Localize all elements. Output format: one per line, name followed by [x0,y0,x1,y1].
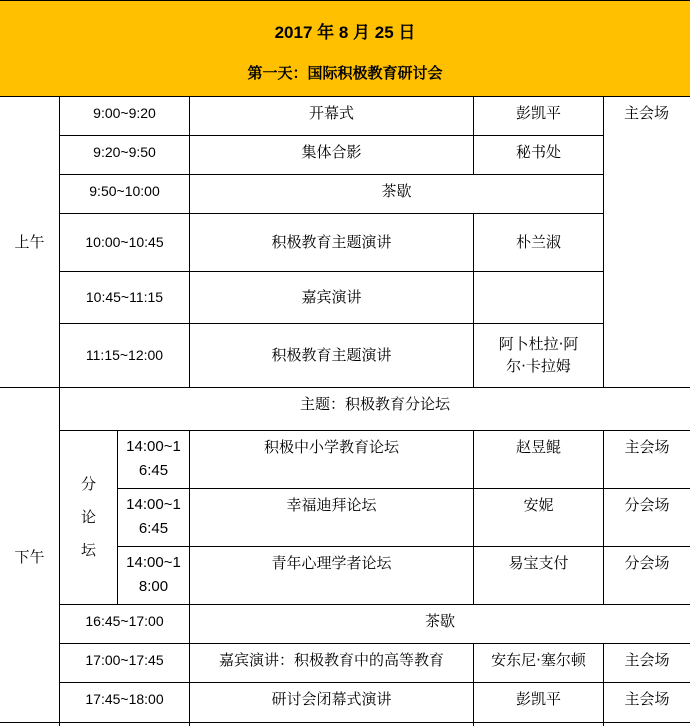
time-cell: 10:45~11:15 [59,271,190,324]
venue-cell: 主会场 [603,682,690,726]
speaker-cell: 易宝支付 [473,546,604,605]
time-cell: 11:15~12:00 [59,323,190,388]
schedule-header [0,0,690,97]
venue-cell: 分会场 [603,546,690,605]
event-cell: 积极教育主题演讲 [189,213,474,272]
forum-label-char: 论 [80,507,96,526]
time-cell: 17:00~17:45 [59,643,190,683]
time-line: 14:00~1 [126,496,181,513]
forum-label [59,430,118,605]
venue-cell: 主会场 [603,96,690,388]
period-morning: 上午 [0,96,60,388]
time-cell [117,488,190,547]
time-cell [117,546,190,605]
table-bottom-rule [0,722,690,723]
time-line: 14:00~1 [126,438,181,455]
forum-label-char: 分 [80,474,96,493]
period-afternoon: 下午 [0,387,60,726]
event-cell: 嘉宾演讲 [189,271,474,324]
time-cell: 9:50~10:00 [59,174,190,214]
speaker-cell: 彭凯平 [473,96,604,136]
time-cell [117,430,190,489]
forum-label-char: 坛 [80,540,96,559]
speaker-cell: 彭凯平 [473,682,604,726]
event-cell: 开幕式 [189,96,474,136]
event-cell: 积极教育主题演讲 [189,323,474,388]
time-cell: 9:20~9:50 [59,135,190,175]
event-cell: 茶歇 [189,604,690,644]
venue-cell: 主会场 [603,430,690,489]
schedule-date: 2017 年 8 月 25 日 [274,23,416,42]
event-cell: 积极中小学教育论坛 [189,430,474,489]
time-cell: 16:45~17:00 [59,604,190,644]
event-cell: 研讨会闭幕式演讲 [189,682,474,726]
time-cell: 17:45~18:00 [59,682,190,726]
schedule-subtitle: 第一天：国际积极教育研讨会 [247,64,443,82]
time-line: 6:45 [138,462,169,479]
event-cell: 嘉宾演讲：积极教育中的高等教育 [189,643,474,683]
venue-cell: 主会场 [603,643,690,683]
event-cell: 幸福迪拜论坛 [189,488,474,547]
event-cell: 茶歇 [189,174,604,214]
time-line: 14:00~1 [126,554,181,571]
time-line: 6:45 [138,520,169,537]
speaker-line: 阿卜杜拉·阿 [498,335,579,353]
speaker-line: 尔·卡拉姆 [506,357,571,375]
speaker-cell [473,323,604,388]
speaker-cell: 赵昱鲲 [473,430,604,489]
time-line: 8:00 [138,578,169,595]
venue-cell: 分会场 [603,488,690,547]
time-cell: 10:00~10:45 [59,213,190,272]
speaker-cell [473,271,604,324]
event-cell: 青年心理学者论坛 [189,546,474,605]
speaker-cell: 安东尼·塞尔顿 [473,643,604,683]
theme-cell: 主题：积极教育分论坛 [59,387,690,431]
event-cell: 集体合影 [189,135,474,175]
speaker-cell: 朴兰淑 [473,213,604,272]
time-cell: 9:00~9:20 [59,96,190,136]
speaker-cell: 秘书处 [473,135,604,175]
speaker-cell: 安妮 [473,488,604,547]
